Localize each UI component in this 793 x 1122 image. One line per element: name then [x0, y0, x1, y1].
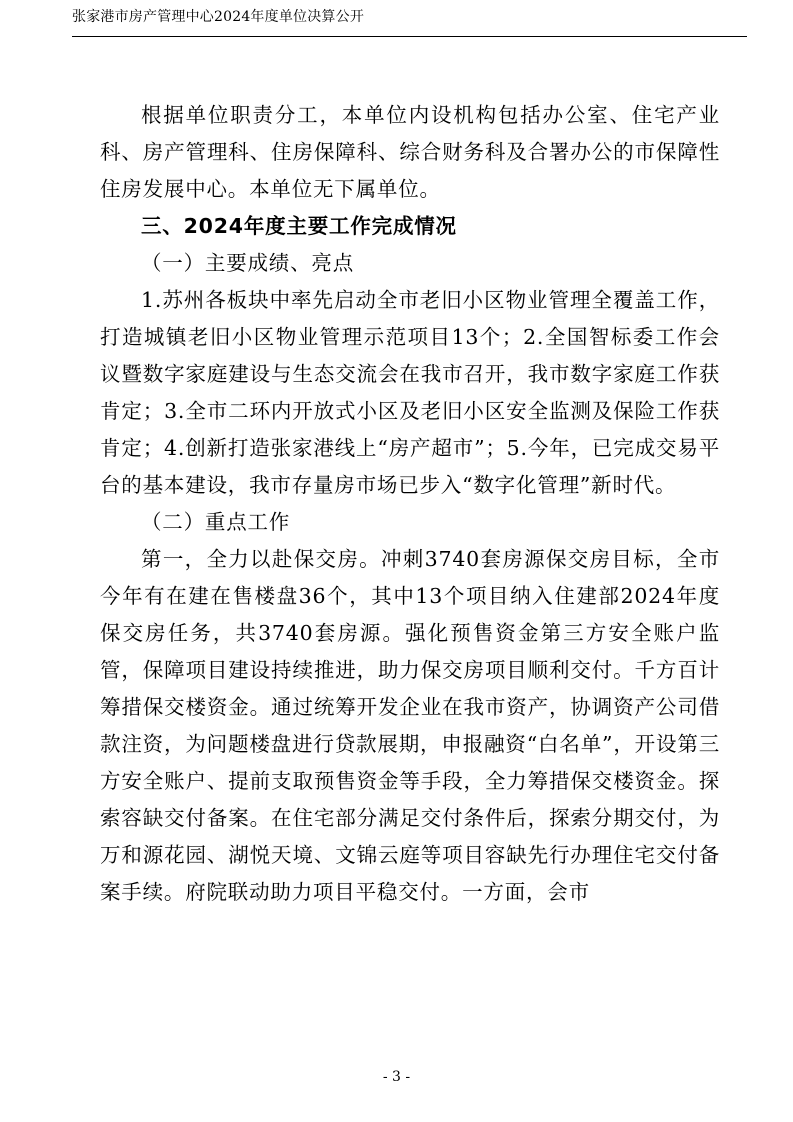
running-header: 张家港市房产管理中心2024年度单位决算公开: [72, 9, 365, 25]
header-divider: [72, 36, 747, 37]
paragraph-key-work: 第一，全力以赴保交房。冲刺3740套房源保交房目标，全市今年有在建在售楼盘36个，其中13个项目纳入住建部2024年度保交房任务，共3740套房源。强化预售资金第三方安全账户监管，保障项目建设持续推进，助力保交房项目顺利交付。千方百计筹措保交楼资金。通过统筹开发企业在我市资产，协调资产公司借款注资，为问题楼盘进行贷款展期，申报融资“白名单”，开设第三方安全账户、提前支取预售资金等手段，全力筹措保交楼资金。探索容缺交付备案。在住宅部分满足交付条件后，探索分期交付，为万和源花园、湖悦天境、文锦云庭等项目容缺先行办理住宅交付备案手续。府院联动助力项目平稳交付。一方面，会市: [100, 547, 720, 904]
subsection-heading-achievements: （一）主要成绩、亮点: [141, 251, 354, 275]
subsection-heading-key-work: （二）重点工作: [141, 510, 291, 534]
paragraph-achievements: 1.苏州各板块中率先启动全市老旧小区物业管理全覆盖工作，打造城镇老旧小区物业管理示范项目13个；2.全国智标委工作会议暨数字家庭建设与生态交流会在我市召开，我市数字家庭工作获肯定；3.全市二环内开放式小区及老旧小区安全监测及保险工作获肯定；4.创新打造张家港线上“房产超市”；5.今年，已完成交易平台的基本建设，我市存量房市场已步入“数字化管理”新时代。: [100, 288, 720, 497]
document-body: [100, 97, 720, 911]
page-number: - 3 -: [382, 1069, 411, 1085]
paragraph-internal-structure: 根据单位职责分工，本单位内设机构包括办公室、住宅产业科、房产管理科、住房保障科、综合财务科及合署办公的市保障性住房发展中心。本单位无下属单位。: [100, 103, 720, 201]
section-heading-3: 三、2024年度主要工作完成情况: [141, 214, 457, 238]
